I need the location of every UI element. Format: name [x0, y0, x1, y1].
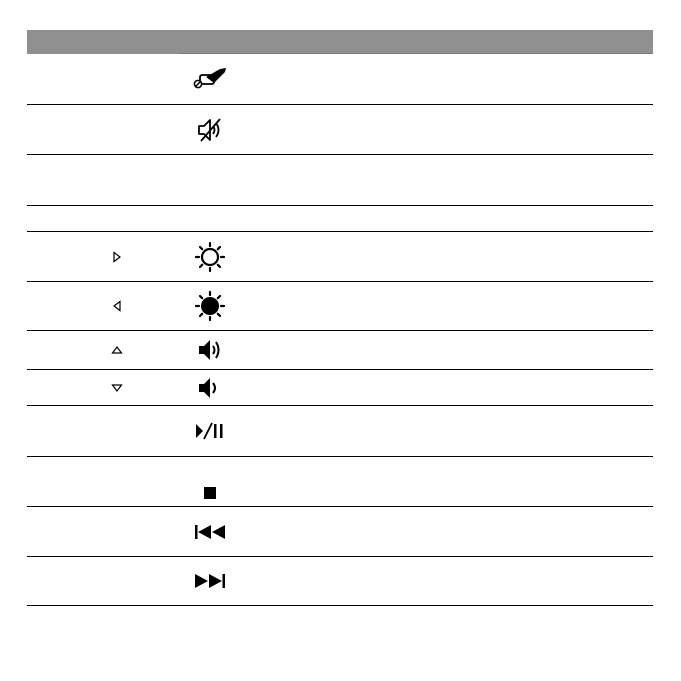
volume-down-icon [182, 370, 238, 405]
right-arrow-icon [112, 251, 122, 263]
hotkey-cell [27, 232, 207, 281]
table-row [27, 54, 653, 105]
table-header [27, 30, 653, 54]
hotkey-cell [27, 155, 207, 205]
description-cell [257, 406, 653, 456]
up-arrow-icon [111, 345, 123, 355]
table-row [27, 370, 653, 406]
table-row [27, 105, 653, 155]
hotkey-cell [27, 282, 207, 330]
icon-cell [182, 155, 238, 205]
hotkey-cell [27, 105, 207, 154]
header-cell-icon [179, 30, 653, 54]
header-cell-hotkey [27, 30, 179, 54]
table-row [27, 232, 653, 282]
previous-track-icon [182, 507, 238, 556]
table-row [27, 331, 653, 370]
description-cell [257, 331, 653, 369]
next-track-icon [182, 557, 238, 605]
table-row [27, 406, 653, 457]
icon-cell [182, 206, 238, 231]
hotkey-cell [27, 54, 207, 104]
table-row [27, 457, 653, 507]
description-cell [257, 105, 653, 154]
description-cell [257, 557, 653, 605]
down-arrow-icon [111, 383, 123, 393]
hotkey-cell [27, 406, 207, 456]
table-row [27, 206, 653, 232]
play-pause-icon [182, 406, 238, 456]
hotkey-cell [27, 331, 207, 369]
hotkey-cell [27, 370, 207, 405]
hotkey-table [27, 30, 653, 606]
description-cell [257, 206, 653, 231]
description-cell [257, 370, 653, 405]
hotkey-cell [27, 507, 207, 556]
table-row [27, 507, 653, 557]
brightness-down-icon [182, 282, 238, 330]
volume-up-icon [182, 331, 238, 369]
description-cell [257, 54, 653, 104]
speaker-mute-icon [182, 105, 238, 154]
description-cell [257, 155, 653, 205]
touchpad-off-icon [182, 54, 238, 104]
table-row [27, 557, 653, 606]
stop-icon [182, 457, 238, 506]
description-cell [257, 282, 653, 330]
description-cell [257, 507, 653, 556]
description-cell [257, 457, 653, 506]
table-row [27, 155, 653, 206]
hotkey-cell [27, 457, 207, 506]
description-cell [257, 232, 653, 281]
brightness-up-icon [182, 232, 238, 281]
hotkey-cell [27, 206, 207, 231]
table-row [27, 282, 653, 331]
hotkey-cell [27, 557, 207, 605]
left-arrow-icon [112, 300, 122, 312]
